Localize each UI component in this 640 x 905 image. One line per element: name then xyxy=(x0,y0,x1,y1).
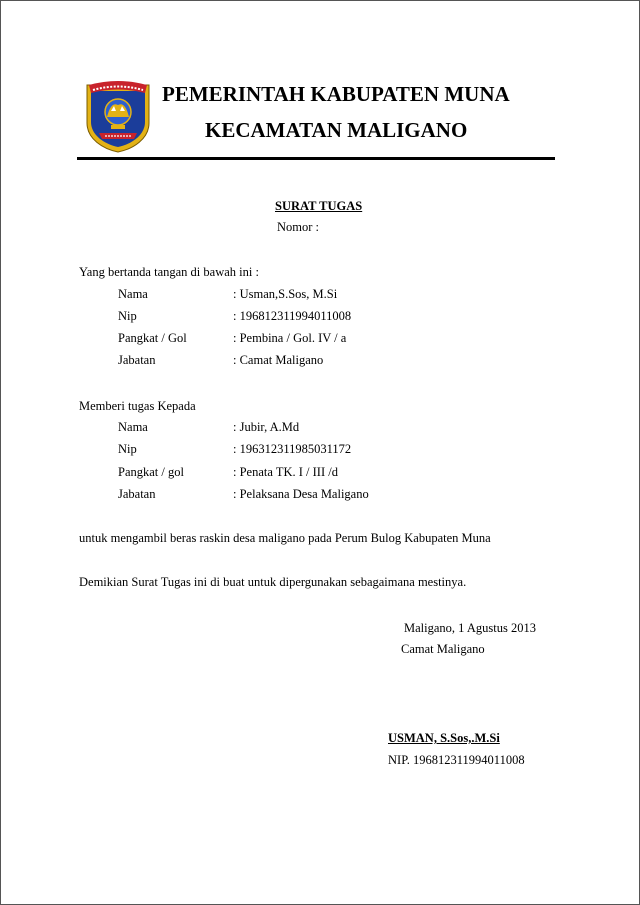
field-label: Pangkat / gol xyxy=(118,465,184,479)
header-district: KECAMATAN MALIGANO xyxy=(205,118,468,142)
signatory-intro: Yang bertanda tangan di bawah ini : xyxy=(79,265,259,279)
letter-number: Nomor : xyxy=(277,220,320,234)
field-value: : Pembina / Gol. IV / a xyxy=(233,331,347,345)
purpose-text: untuk mengambil beras raskin desa maligano pada Perum Bulog Kabupaten Muna xyxy=(79,531,491,545)
field-label: Nama xyxy=(118,287,148,301)
signer-position: Camat Maligano xyxy=(401,642,485,656)
field-label: Nip xyxy=(118,442,137,456)
signer-name: USMAN, S.Sos,.M.Si xyxy=(388,731,500,745)
header-divider xyxy=(77,157,555,160)
header-government: PEMERINTAH KABUPATEN MUNA xyxy=(162,82,510,106)
field-label: Jabatan xyxy=(118,487,156,501)
field-value: : Usman,S.Sos, M.Si xyxy=(233,287,338,301)
letter-title: SURAT TUGAS xyxy=(275,199,363,213)
field-value: : Jubir, A.Md xyxy=(233,420,300,434)
field-value: : 196812311994011008 xyxy=(233,309,352,323)
field-value: : Camat Maligano xyxy=(233,353,324,367)
place-date: Maligano, 1 Agustus 2013 xyxy=(404,621,536,635)
field-label: Jabatan xyxy=(118,353,156,367)
kabupaten-muna-logo xyxy=(81,79,155,153)
field-value: : Penata TK. I / III /d xyxy=(233,465,338,479)
assignee-intro: Memberi tugas Kepada xyxy=(79,399,196,413)
field-value: : Pelaksana Desa Maligano xyxy=(233,487,369,501)
field-label: Pangkat / Gol xyxy=(118,331,187,345)
closing-text: Demikian Surat Tugas ini di buat untuk dipergunakan sebagaimana mestinya. xyxy=(79,575,467,589)
signer-nip: NIP. 196812311994011008 xyxy=(388,753,525,767)
field-value: : 196312311985031172 xyxy=(233,442,352,456)
field-label: Nip xyxy=(118,309,137,323)
field-label: Nama xyxy=(118,420,148,434)
